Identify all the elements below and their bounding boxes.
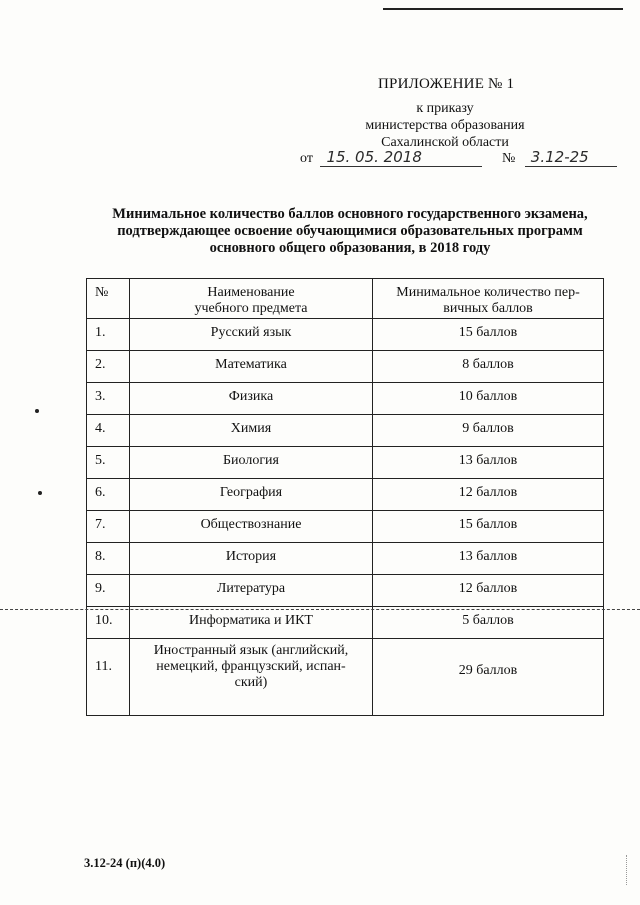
row-number: 3. xyxy=(87,383,130,415)
row-subject: История xyxy=(130,543,373,575)
row-subject: Математика xyxy=(130,351,373,383)
header-subject-line-2: учебного предмета xyxy=(194,301,308,316)
row-subject-line-2: немецкий, французский, испан- xyxy=(156,659,346,674)
row-number: 6. xyxy=(87,479,130,511)
order-line-3: Сахалинской области xyxy=(381,135,509,150)
handwritten-order-number: 3.12-25 xyxy=(525,148,617,167)
appendix-title: ПРИЛОЖЕНИЕ № 1 xyxy=(378,76,515,92)
row-subject: Химия xyxy=(130,415,373,447)
handwritten-date: 15. 05. 2018 xyxy=(320,148,482,167)
row-subject: Биология xyxy=(130,447,373,479)
row-subject: Физика xyxy=(130,383,373,415)
side-scan-mark xyxy=(626,855,631,885)
row-min-score: 8 баллов xyxy=(373,351,604,383)
row-min-score: 13 баллов xyxy=(373,447,604,479)
table-row xyxy=(87,479,604,511)
table-row xyxy=(87,447,604,479)
table-row xyxy=(87,511,604,543)
row-min-score: 10 баллов xyxy=(373,383,604,415)
header-subject xyxy=(130,279,373,319)
row-subject xyxy=(130,639,373,716)
header-subject-line-1: Наименование xyxy=(207,285,295,300)
row-min-score: 15 баллов xyxy=(373,319,604,351)
header-min-score xyxy=(373,279,604,319)
row-min-score: 9 баллов xyxy=(373,415,604,447)
table-body xyxy=(87,319,604,716)
table-header-row xyxy=(87,279,604,319)
order-date-number-line xyxy=(300,148,617,167)
row-subject-line-1: Иностранный язык (английский, xyxy=(153,643,349,658)
row-subject: Информатика и ИКТ xyxy=(130,607,373,639)
table-row xyxy=(87,415,604,447)
row-number: 8. xyxy=(87,543,130,575)
row-min-score: 15 баллов xyxy=(373,511,604,543)
row-subject: Обществознание xyxy=(130,511,373,543)
scan-speck xyxy=(35,409,39,413)
order-reference xyxy=(340,100,550,151)
row-subject: Русский язык xyxy=(130,319,373,351)
row-min-score: 5 баллов xyxy=(373,607,604,639)
table-row xyxy=(87,383,604,415)
number-label: № xyxy=(501,151,516,166)
row-min-score: 13 баллов xyxy=(373,543,604,575)
top-rule xyxy=(383,8,623,10)
row-min-score: 12 баллов xyxy=(373,575,604,607)
table-row xyxy=(87,639,604,716)
table-row xyxy=(87,607,604,639)
row-number: 4. xyxy=(87,415,130,447)
header-min-line-1: Минимальное количество пер- xyxy=(396,285,580,300)
row-number: 7. xyxy=(87,511,130,543)
document-title xyxy=(60,206,640,257)
table-row xyxy=(87,351,604,383)
row-subject-line-3: ский) xyxy=(234,675,268,690)
title-line-1: Минимальное количество баллов основного государственного экзамена, xyxy=(112,206,588,222)
order-line-1: к приказу xyxy=(416,101,474,116)
row-min-score: 12 баллов xyxy=(373,479,604,511)
row-number: 10. xyxy=(87,607,130,639)
scan-speck xyxy=(38,491,42,495)
title-line-3: основного общего образования, в 2018 году xyxy=(209,240,491,256)
header-number: № xyxy=(87,279,130,319)
row-number: 11. xyxy=(87,639,130,716)
row-number: 1. xyxy=(87,319,130,351)
date-prefix: от xyxy=(300,151,313,166)
row-number: 2. xyxy=(87,351,130,383)
table-row xyxy=(87,543,604,575)
title-line-2: подтверждающее освоение обучающимися образовательных программ xyxy=(117,223,583,239)
row-subject: География xyxy=(130,479,373,511)
min-scores-table xyxy=(86,278,604,716)
order-line-2: министерства образования xyxy=(365,118,525,133)
table-row xyxy=(87,319,604,351)
row-number: 9. xyxy=(87,575,130,607)
scan-dashed-line xyxy=(0,609,640,610)
footer-document-code: 3.12-24 (п)(4.0) xyxy=(84,856,166,870)
row-subject: Литература xyxy=(130,575,373,607)
row-min-score: 29 баллов xyxy=(373,639,604,716)
header-min-line-2: вичных баллов xyxy=(443,301,533,316)
table-row xyxy=(87,575,604,607)
row-number: 5. xyxy=(87,447,130,479)
